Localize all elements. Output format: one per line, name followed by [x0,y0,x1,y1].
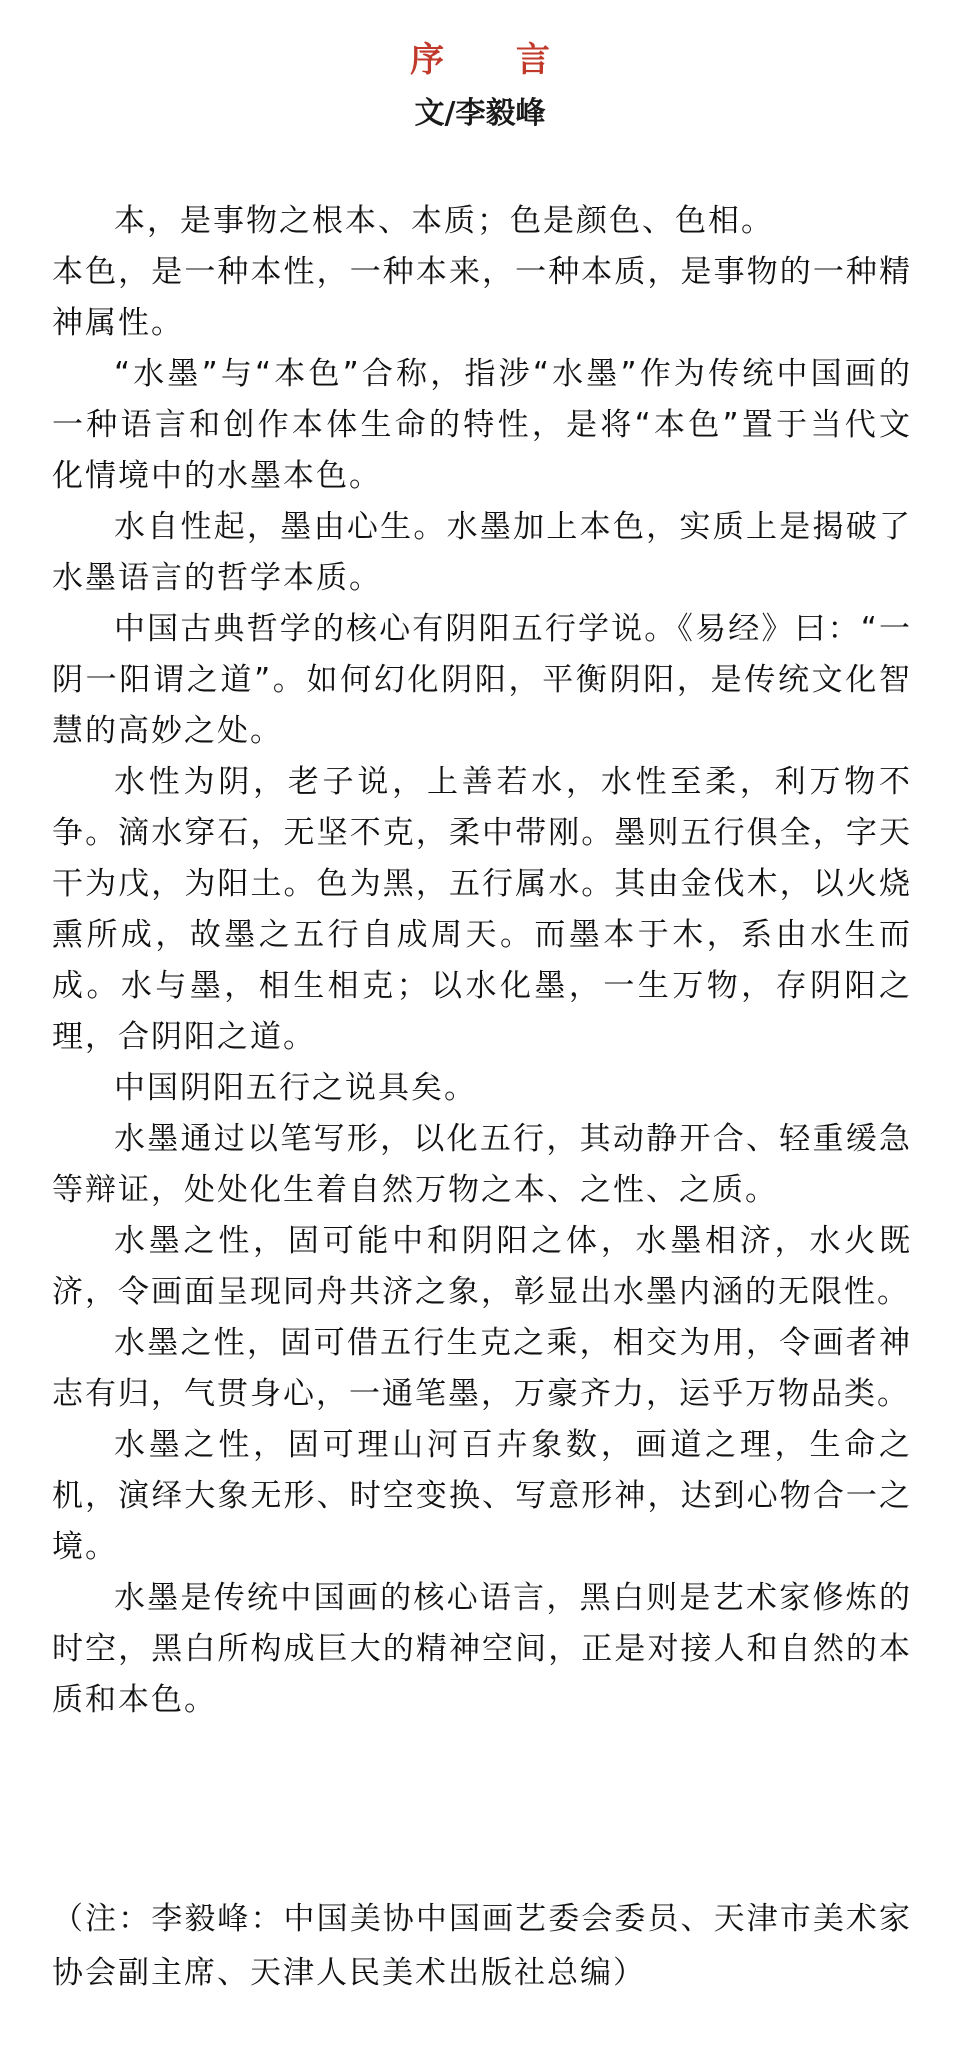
author-note: （注：李毅峰：中国美协中国画艺委会委员、天津市美术家协会副主席、天津人民美术出版社总编） [52,1901,912,1991]
paragraph: 水墨通过以笔写形，以化五行，其动静开合、轻重缓急等辩证，处处化生着自然万物之本、之性、之质。 [52,1121,912,1208]
article-body [52,196,912,1726]
paragraph: “水墨”与“本色”合称，指涉“水墨”作为传统中国画的一种语言和创作本体生命的特性，是将“本色”置于当代文化情境中的水墨本色。 [52,356,912,494]
paragraph: 中国阴阳五行之说具矣。 [114,1070,477,1106]
paragraph: 水墨之性，固可借五行生克之乘，相交为用，令画者神志有归，气贯身心，一通笔墨，万豪齐力，运乎万物品类。 [52,1325,912,1412]
paragraph: 本色，是一种本性，一种本来，一种本质，是事物的一种精神属性。 [52,254,912,341]
article-author: 文/李毅峰 [414,96,546,131]
paragraph: 水墨之性，固可理山河百卉象数，画道之理，生命之机，演绎大象无形、时空变换、写意形神，达到心物合一之境。 [52,1427,912,1565]
paragraph: 水墨之性，固可能中和阴阳之体，水墨相济，水火既济，令画面呈现同舟共济之象，彰显出水墨内涵的无限性。 [52,1223,912,1310]
paragraph: 水墨是传统中国画的核心语言，黑白则是艺术家修炼的时空，黑白所构成巨大的精神空间，正是对接人和自然的本质和本色。 [52,1580,912,1718]
paragraph: 水性为阴，老子说，上善若水，水性至柔，利万物不争。滴水穿石，无坚不克，柔中带刚。墨则五行俱全，字天干为戊，为阳土。色为黑，五行属水。其由金伐木，以火烧熏所成，故墨之五行自成周天。而墨本于木，系由水生而成。水与墨，相生相克；以水化墨，一生万物，存阴阳之理，合阴阳之道。 [52,764,912,1055]
paragraph: 水自性起，墨由心生。水墨加上本色，实质上是揭破了水墨语言的哲学本质。 [52,509,912,596]
article-title: 序 言 [410,40,580,80]
paragraph: 中国古典哲学的核心有阴阳五行学说。《易经》曰：“一阴一阳谓之道”。如何幻化阴阳，平衡阴阳，是传统文化智慧的高妙之处。 [52,611,912,749]
paragraph: 本，是事物之根本、本质；色是颜色、色相。 [114,203,774,239]
